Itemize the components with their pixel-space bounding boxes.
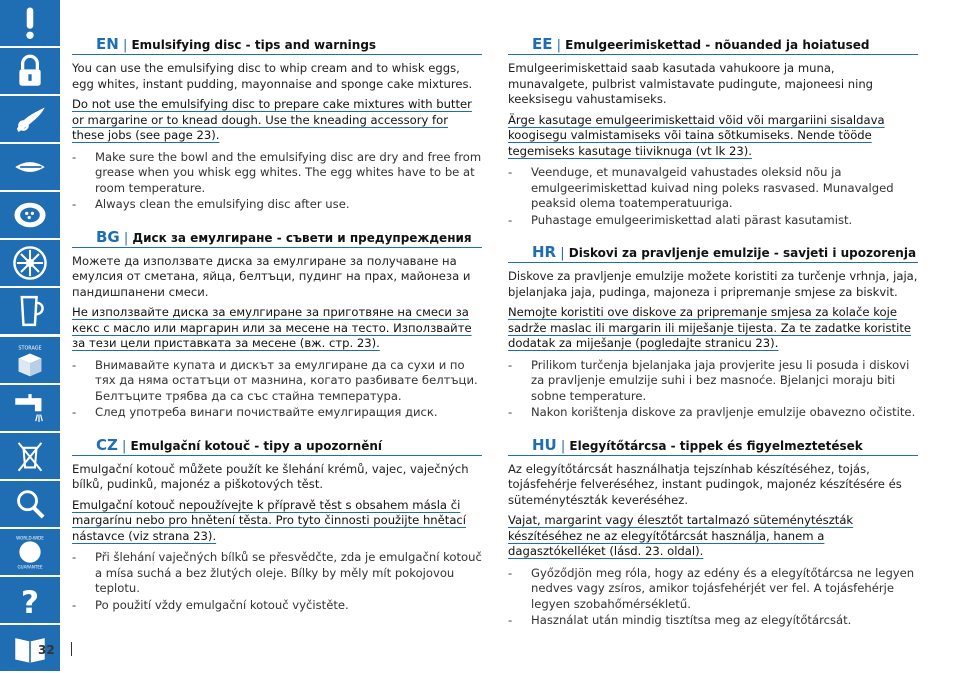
section-hr [508, 242, 918, 421]
list-item: - Při šlehání vaječných bílků se přesvědčte, zda je emulgační kotouč a mísa suchá a bez žlutých oleje. Bílky by měly mít pokojovou teplotu. [72, 550, 482, 597]
heading-separator: | [556, 438, 570, 454]
section-ee [508, 34, 918, 228]
warning-text: Ärge kasutage emulgeerimiskettaid võid või margariini sisaldava koogisegu valmistamiseks või taina sõtkumiseks. Nende tööde tegemiseks kasutage tiiviknuga (vt lk 23). [508, 112, 885, 158]
language-code: EE [532, 35, 553, 53]
language-code: HR [532, 243, 557, 261]
intro-text: Emulgační kotouč můžete použít ke šlehání krémů, vajec, vaječných bílků, pudinků, majonéz a piškotových těst. [72, 461, 469, 491]
svg-text:WORLD-WIDE: WORLD-WIDE [16, 535, 44, 541]
heading-separator: | [552, 38, 566, 53]
warning-text: Do not use the emulsifying disc to prepare cake mixtures with butter or margarine or to knead dough. Use the kneading accessory for these jobs (see page 23). [72, 97, 472, 142]
list-item: - Внимавайте купата и дискът за емулгиране да са сухи и по тях да няма остатъци от мазнина, когато разбивате белтъци. Белтъците трябва да са със стайна температура. [72, 358, 482, 405]
warning-text: Vajat, margarint vagy élesztőt tartalmazó süteménytészták készítéséhez ne az elegyítőtárcsát használja, hanem a dagasztókelléket (lásd. 23. oldal). [508, 513, 854, 558]
svg-text:GUARANTEE: GUARANTEE [17, 564, 43, 570]
section-title: Diskovi za pravljenje emulzije - savjeti i upozorenja [568, 246, 917, 260]
page-number-divider [71, 642, 72, 656]
tips-list [508, 358, 918, 421]
tips-list [72, 550, 482, 613]
section-hu [508, 435, 918, 629]
intro-text: Diskove za pravljenje emulzije možete koristiti za turčenje vrhnja, jaja, bjelanjaka jaja, pudinga, majoneza i pripremanje smjese za biskvit. [508, 269, 918, 299]
list-item: - След употреба винаги почиствайте емулгиращия диск. [72, 405, 482, 421]
intro-text: Можете да използвате диска за емулгиране за получаване на емулсия от сметана, яйца, белтъци, пудинг на прах, майонеза и пандишпанени смеси. [72, 253, 471, 299]
warning-text: Nemojte koristiti ove diskove za pripremanje smjesa za kolače koje sadrže maslac ili margarin ili miješanje tijesta. Za te zadatke koristite dodatak za miješanje (pogledajte stranicu 23). [508, 305, 912, 350]
list-item: - Make sure the bowl and the emulsifying disc are dry and free from grease when you whisk egg whites. The egg whites have to be at room temperature. [72, 150, 482, 197]
language-code: EN [96, 35, 119, 53]
warning-text: Не използвайте диска за емулгиране за приготвяне на смеси за кекс с масло или маргарин или за месене на тесто. Използвайте за тези цели приставката за месене (вж. стр. 23). [72, 305, 472, 350]
tips-list [72, 150, 482, 213]
section-en [72, 34, 482, 213]
section-heading [72, 227, 482, 248]
list-item: - Always clean the emulsifying disc after use. [72, 197, 482, 213]
heading-separator: | [117, 438, 131, 454]
section-bg [72, 227, 482, 421]
list-item: - Puhastage emulgeerimiskettad alati pärast kasutamist. [508, 213, 918, 229]
list-item: - Nakon korištenja diskove za pravljenje emulzije obavezno očistite. [508, 405, 918, 421]
list-item: - Prilikom turčenja bjelanjaka jaja provjerite jesu li posuda i diskovi za pravljenje emulzije suhi i bez masnoće. Bjelanjci moraju biti sobne temperature. [508, 358, 918, 405]
sidebar-lower [0, 0, 60, 673]
section-heading [508, 242, 918, 263]
list-item: - Veenduge, et munavalgeid vahustades oleksid nõu ja emulgeerimiskettad kuivad ning poleks rasvased. Munavalged peaksid olema toatemperatuuriga. [508, 165, 918, 212]
list-item: - Po použití vždy emulgační kotouč vyčistěte. [72, 598, 482, 614]
tips-list [72, 358, 482, 421]
svg-text:STORAGE: STORAGE [18, 344, 42, 351]
list-item: - Győződjön meg róla, hogy az edény és a elegyítőtárcsa ne legyen nedves vagy zsíros, amikor tojásfehérjét ver fel. A tojásfehérje legyen szobahőmérsékletű. [508, 566, 918, 613]
heading-separator: | [118, 38, 132, 53]
tips-list [508, 165, 918, 228]
language-code: CZ [96, 435, 118, 454]
heading-separator: | [556, 246, 569, 261]
intro-text: Emulgeerimiskettaid saab kasutada vahukoore ja muna, munavalgete, pulbrist valmistavate pudingute, majoneesi ning keeksisegu vahustamiseks. [508, 61, 874, 106]
right-column [508, 34, 918, 639]
list-item: - Használat után mindig tisztítsa meg az elegyítőtárcsát. [508, 613, 918, 629]
section-title: Emulsifying disc - tips and warnings [131, 38, 377, 52]
language-code: BG [96, 227, 120, 246]
warning-text: Emulgační kotouč nepoužívejte k přípravě těst s obsahem másla či margarínu nebo pro hnětení těsta. Pro tyto činnosti použijte hnětací nástavce (viz strana 23). [72, 497, 467, 543]
tips-list [508, 566, 918, 629]
section-heading [508, 34, 918, 55]
section-title: Emulgeerimiskettad - nõuanded ja hoiatused [565, 38, 870, 52]
section-heading [508, 435, 918, 456]
section-title: Диск за емулгиране - съвети и предупреждения [132, 230, 472, 245]
intro-text: Az elegyítőtárcsát használhatja tejszínhab készítéséhez, tojás, tojásfehérje felveréséhez, instant pudingok, majonéz készítésére és süteménytészták keveréséhez. [508, 461, 902, 507]
section-title: Elegyítőtárcsa - tippek és figyelmeztetések [569, 438, 863, 453]
section-heading [72, 34, 482, 55]
section-cz [72, 435, 482, 614]
heading-separator: | [119, 230, 133, 246]
page-number: 32 [38, 643, 55, 657]
section-title: Emulgační kotouč - tipy a upozornění [130, 438, 382, 453]
svg-text:?: ? [20, 584, 40, 618]
section-heading [72, 435, 482, 456]
language-code: HU [532, 435, 557, 454]
left-column [72, 34, 482, 623]
intro-text: You can use the emulsifying disc to whip cream and to whisk eggs, egg whites, instant pudding, mayonnaise and sponge cake mixtures. [72, 61, 473, 91]
